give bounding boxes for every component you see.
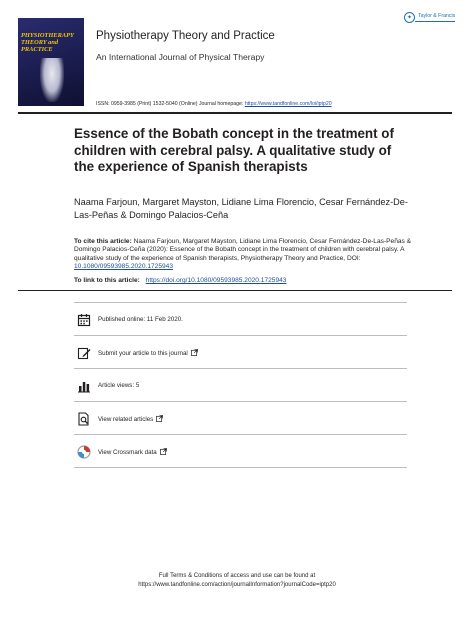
footer-terms-link[interactable]: https://www.tandfonline.com/action/journalInformation?journalCode=iptp20 [138, 581, 336, 588]
info-item-submit[interactable] [74, 335, 407, 368]
info-item-published [74, 302, 407, 335]
article-authors: Naama Farjoun, Margaret Mayston, Lidiane Lima Florencio, Cesar Fernández-De-Las-Peñas & Domingo Palacios-Ceña [74, 197, 408, 220]
crossmark-icon [77, 445, 91, 459]
article-views-text: Article views: 5 [98, 382, 140, 389]
submit-article-link[interactable]: Submit your article to this journal [98, 349, 198, 357]
journal-homepage-link[interactable]: https://www.tandfonline.com/loi/iptp20 [244, 101, 332, 107]
publisher-name: Taylor & Francis [418, 12, 456, 19]
calendar-icon [77, 313, 91, 327]
link-label: To link to this article: [74, 277, 140, 284]
footer-terms-text: Full Terms & Conditions of access and use can be found at [158, 573, 316, 579]
edit-icon [77, 346, 91, 360]
citation-label: To cite this article: [74, 238, 132, 245]
article-info-list [74, 302, 407, 468]
header-divider [18, 112, 452, 114]
citation-doi-link[interactable]: 10.1080/09593985.2020.1725943 [74, 262, 174, 270]
document-search-icon [77, 412, 91, 426]
published-date-text: Published online: 11 Feb 2020. [98, 316, 183, 323]
taylor-francis-logo-icon: ✦ [404, 12, 415, 23]
external-link-icon [191, 349, 198, 356]
publisher-underline [415, 21, 455, 22]
crossmark-data-link[interactable]: View Crossmark data [98, 448, 167, 456]
external-link-icon [156, 415, 163, 422]
bar-chart-icon [77, 379, 91, 393]
citation-block [74, 238, 418, 271]
external-link-icon [160, 448, 167, 455]
journal-subtitle: An International Journal of Physical Therapy [96, 52, 265, 62]
info-item-related[interactable] [74, 401, 407, 434]
related-articles-link[interactable]: View related articles [98, 415, 163, 423]
cover-figure [40, 58, 64, 102]
cover-title: PHYSIOTHERAPY THEORY and PRACTICE [21, 32, 74, 54]
journal-title[interactable]: Physiotherapy Theory and Practice [96, 30, 275, 42]
citation-divider [18, 290, 452, 291]
article-title: Essence of the Bobath concept in the treatment of children with cerebral palsy. A qualitative study of the experience of Spanish therapists [74, 126, 394, 175]
citation-text: Naama Farjoun, Margaret Mayston, Lidiane Lima Florencio, Cesar Fernández-De-Las-Peñas & Domingo Palacios-Ceña (2020): Essence of the Bobath concept in the treatment of children with cerebral palsy. A qualitative study of the experience of Spanish therapists, Physiotherapy Theory and Practice, DOI: [74, 238, 412, 262]
info-item-views [74, 368, 407, 401]
article-link-line [74, 277, 286, 284]
issn-line [96, 101, 332, 107]
info-item-crossmark[interactable] [74, 434, 407, 468]
footer [0, 572, 474, 589]
journal-cover-image [18, 18, 84, 106]
issn-text: ISSN: 0959-3985 (Print) 1532-5040 (Online) Journal homepage: [96, 101, 244, 107]
publisher-logo[interactable] [404, 12, 455, 23]
article-doi-link[interactable]: https://doi.org/10.1080/09593985.2020.1725943 [145, 277, 287, 284]
